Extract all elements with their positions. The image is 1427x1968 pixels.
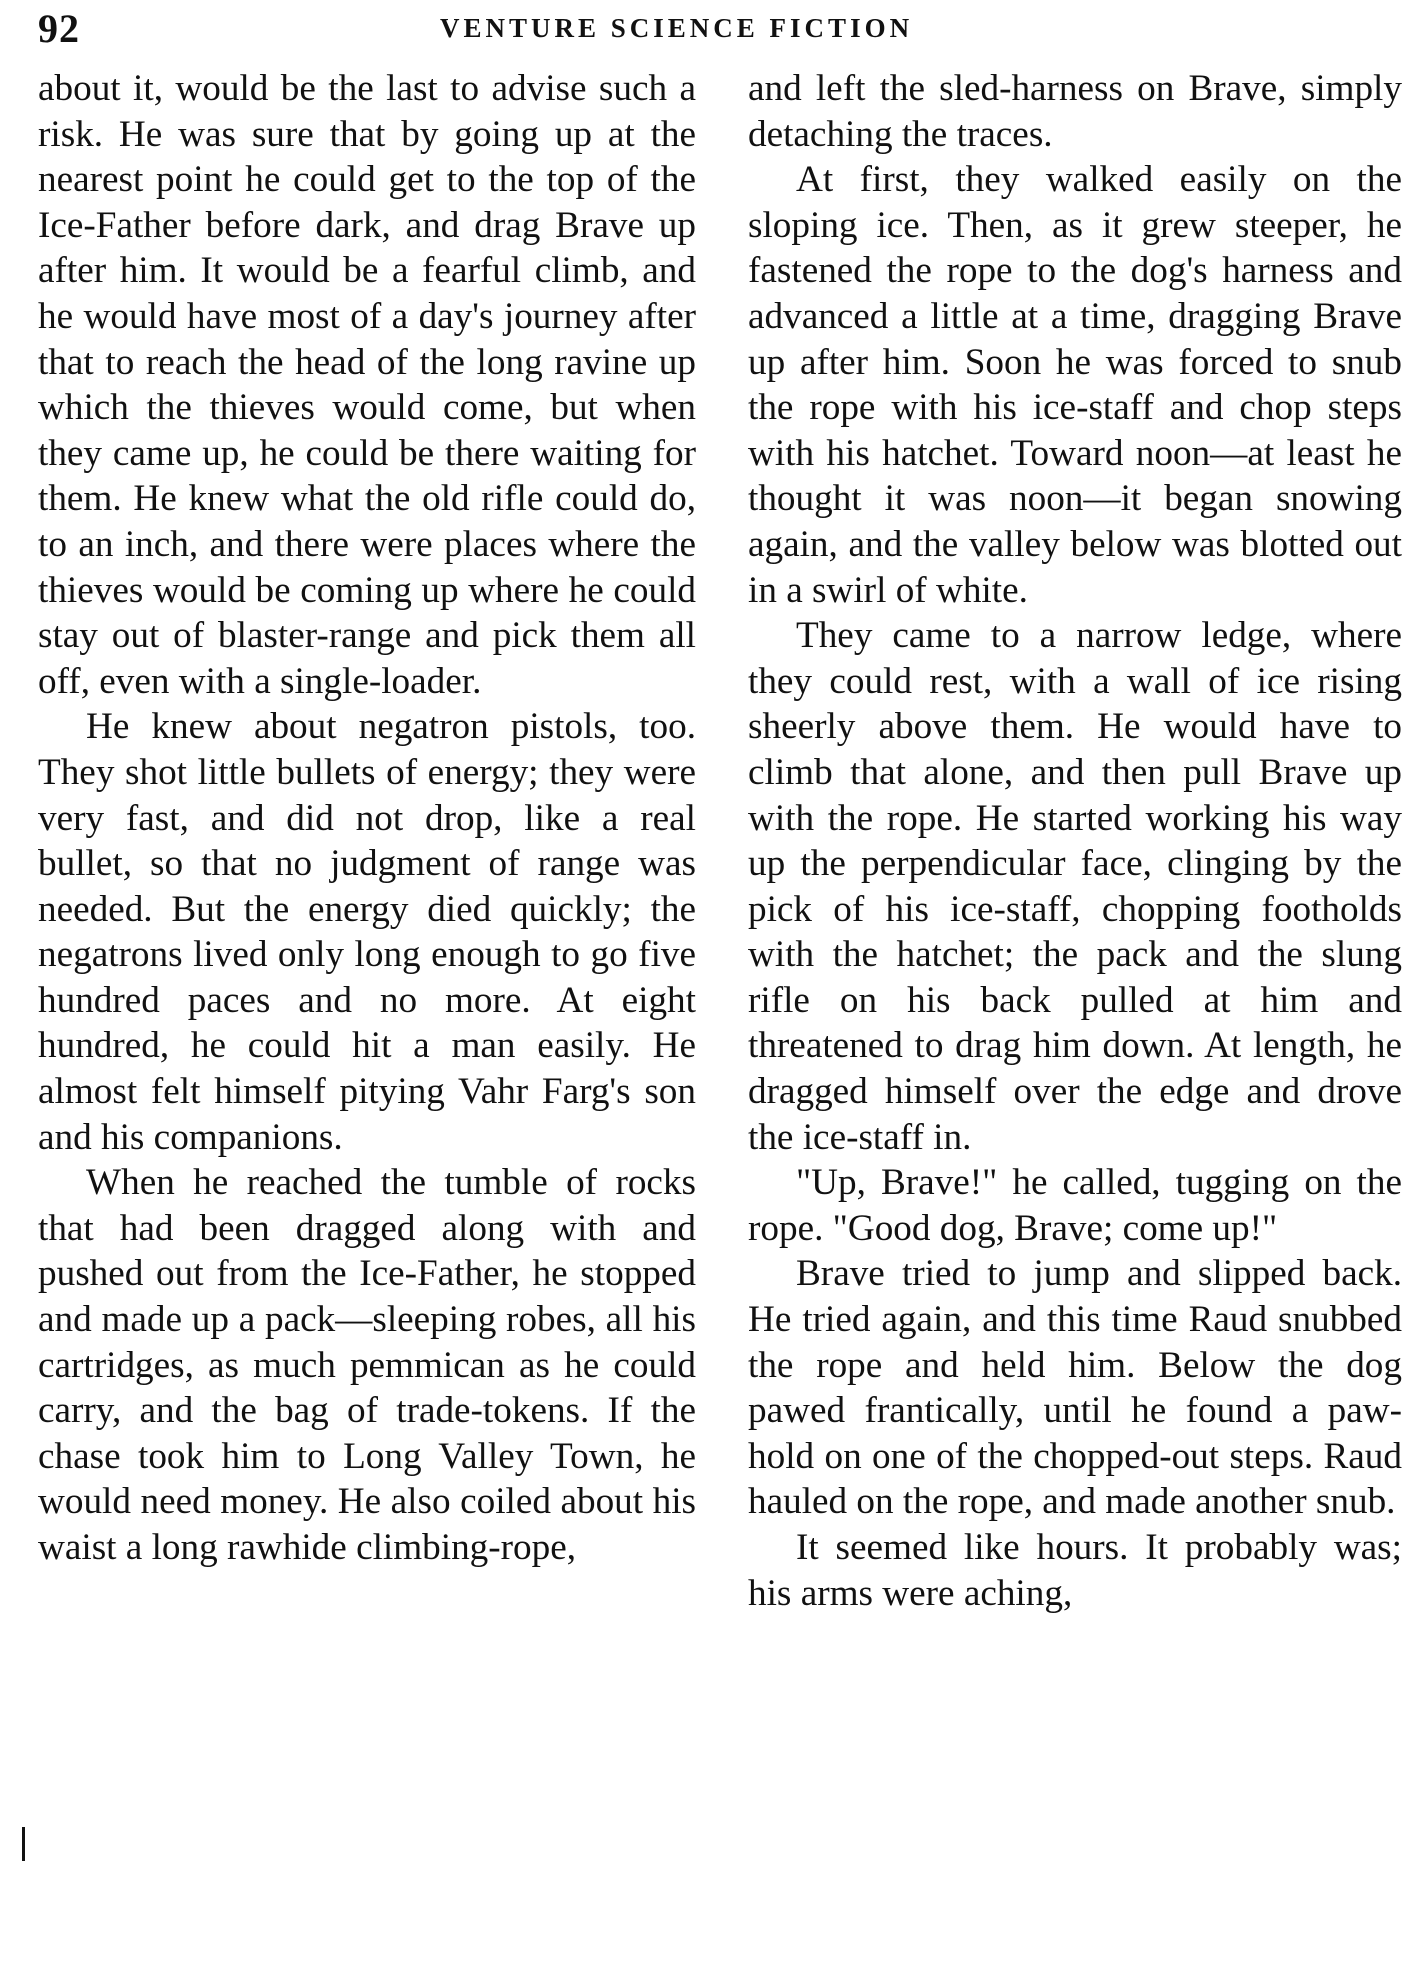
paragraph: and left the sled-harness on Brave, simply detaching the traces. <box>748 68 1402 155</box>
margin-mark <box>22 1827 25 1861</box>
paragraph: They came to a narrow ledge, where they could rest, with a wall of ice rising sheerly above them. He would have to climb that alone, and then pull Brave up with the rope. He started working his way up the perpendicular face, clinging by the pick of his ice-staff, chopping footholds with the hatchet; the pack and the slung rifle on his back pulled at him and threatened to drag him down. At length, he dragged himself over the edge and drove the ice-staff in. <box>748 615 1402 1158</box>
paragraph: He knew about negatron pistols, too. They shot little bullets of energy; they were very fast, and did not drop, like a real bullet, so that no judgment of range was needed. But the energy died quickly; the negatrons lived only long enough to go five hundred paces and no more. At eight hundred, he could hit a man easily. He almost felt himself pitying Vahr Farg's son and his companions. <box>38 706 696 1158</box>
paragraph: Brave tried to jump and slipped back. He tried again, and this time Raud snubbed the rope and held him. Below the dog pawed frantically, until he found a paw-hold on one of the chopped-out steps. Raud hauled on the rope, and made another snub. <box>748 1253 1402 1523</box>
running-head: VENTURE SCIENCE FICTION <box>440 13 914 43</box>
page-number: 92 <box>38 6 80 51</box>
paragraph: It seemed like hours. It probably was; his arms were aching, <box>748 1527 1402 1614</box>
paragraph: When he reached the tumble of rocks that had been dragged along with and pushed out from the Ice-Father, he stopped and made up a pack—sleeping robes, all his cartridges, as much pemmican as he could carry, and the bag of trade-tokens. If the chase took him to Long Valley Town, he would need money. He also coiled about his waist a long rawhide climbing-rope, <box>38 1162 696 1568</box>
paragraph: "Up, Brave!" he called, tugging on the rope. "Good dog, Brave; come up!" <box>748 1162 1402 1249</box>
paragraph: about it, would be the last to advise such a risk. He was sure that by going up at the nearest point he could get to the top of the Ice-Father before dark, and drag Brave up after him. It would be a fearful climb, and he would have most of a day's journey after that to reach the head of the long ravine up which the thieves would come, but when they came up, he could be there waiting for them. He knew what the old rifle could do, to an inch, and there were places where the thieves would be coming up where he could stay out of blaster-range and pick them all off, even with a single-loader. <box>38 68 696 702</box>
paragraph: At first, they walked easily on the sloping ice. Then, as it grew steeper, he fastened the rope to the dog's harness and advanced a little at a time, dragging Brave up after him. Soon he was forced to snub the rope with his ice-staff and chop steps with his hatchet. Toward noon—at least he thought it was noon—it began snowing again, and the valley below was blotted out in a swirl of white. <box>748 159 1402 611</box>
left-column <box>38 66 696 1961</box>
page-header <box>0 0 1427 62</box>
right-column <box>748 66 1402 1961</box>
